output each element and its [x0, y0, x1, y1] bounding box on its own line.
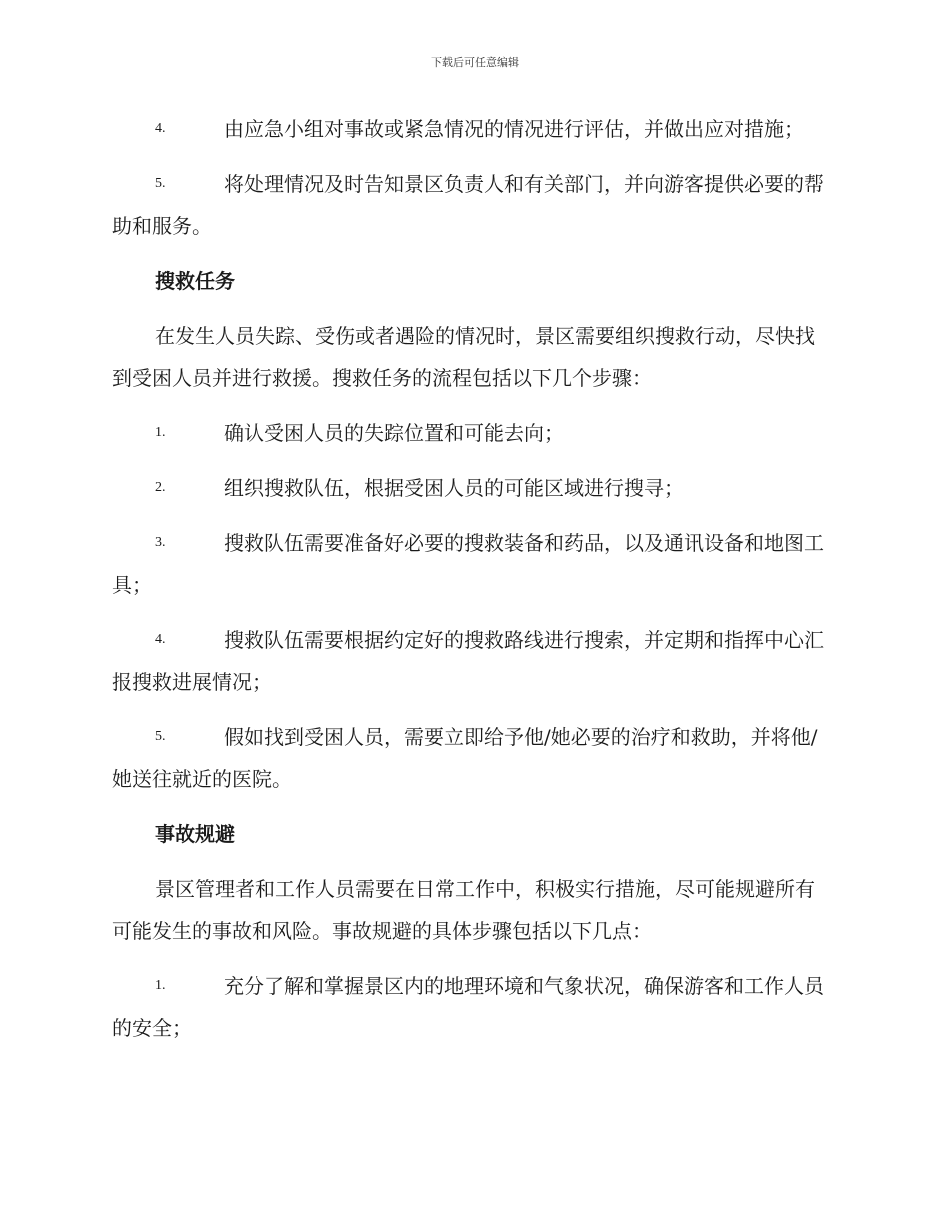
list-item	[112, 108, 834, 150]
list-item	[112, 716, 834, 800]
list-item	[112, 412, 834, 454]
list-text: 由应急小组对事故或紧急情况的情况进行评估，并做出应对措施；	[224, 117, 804, 141]
list-text: 确认受困人员的失踪位置和可能去向；	[224, 421, 564, 445]
list-text: 搜救队伍需要根据约定好的搜救路线进行搜索，并定期和指挥中心汇报搜救进展情况；	[112, 628, 824, 694]
list-item	[112, 522, 834, 606]
list-item	[112, 619, 834, 703]
section-heading-search-rescue: 搜救任务	[155, 269, 235, 293]
list-number: 2.	[155, 480, 166, 495]
list-text: 假如找到受困人员，需要立即给予他/她必要的治疗和救助，并将他/她送往就近的医院。	[112, 725, 818, 791]
list-number: 4.	[155, 632, 166, 647]
list-text: 组织搜救队伍，根据受困人员的可能区域进行搜寻；	[224, 476, 684, 500]
list-number: 4.	[155, 121, 166, 136]
paragraph: 在发生人员失踪、受伤或者遇险的情况时，景区需要组织搜救行动，尽快找到受困人员并进行救援。搜救任务的流程包括以下几个步骤：	[112, 324, 815, 390]
paragraph: 景区管理者和工作人员需要在日常工作中，积极实行措施，尽可能规避所有可能发生的事故和风险。事故规避的具体步骤包括以下几点：	[112, 877, 815, 943]
list-number: 5.	[155, 729, 166, 744]
list-number: 1.	[155, 978, 166, 993]
list-number: 1.	[155, 425, 166, 440]
list-text: 充分了解和掌握景区内的地理环境和气象状况，确保游客和工作人员的安全；	[112, 974, 824, 1040]
page-header: 下载后可任意编辑	[431, 56, 519, 69]
list-item	[112, 467, 834, 509]
list-item	[112, 163, 834, 247]
list-number: 3.	[155, 535, 166, 550]
section-heading-accident-avoidance: 事故规避	[155, 822, 235, 846]
list-number: 5.	[155, 176, 166, 191]
list-text: 将处理情况及时告知景区负责人和有关部门，并向游客提供必要的帮助和服务。	[112, 172, 824, 238]
list-item	[112, 965, 834, 1049]
list-text: 搜救队伍需要准备好必要的搜救装备和药品，以及通讯设备和地图工具；	[112, 531, 824, 597]
document-body	[112, 108, 834, 1062]
